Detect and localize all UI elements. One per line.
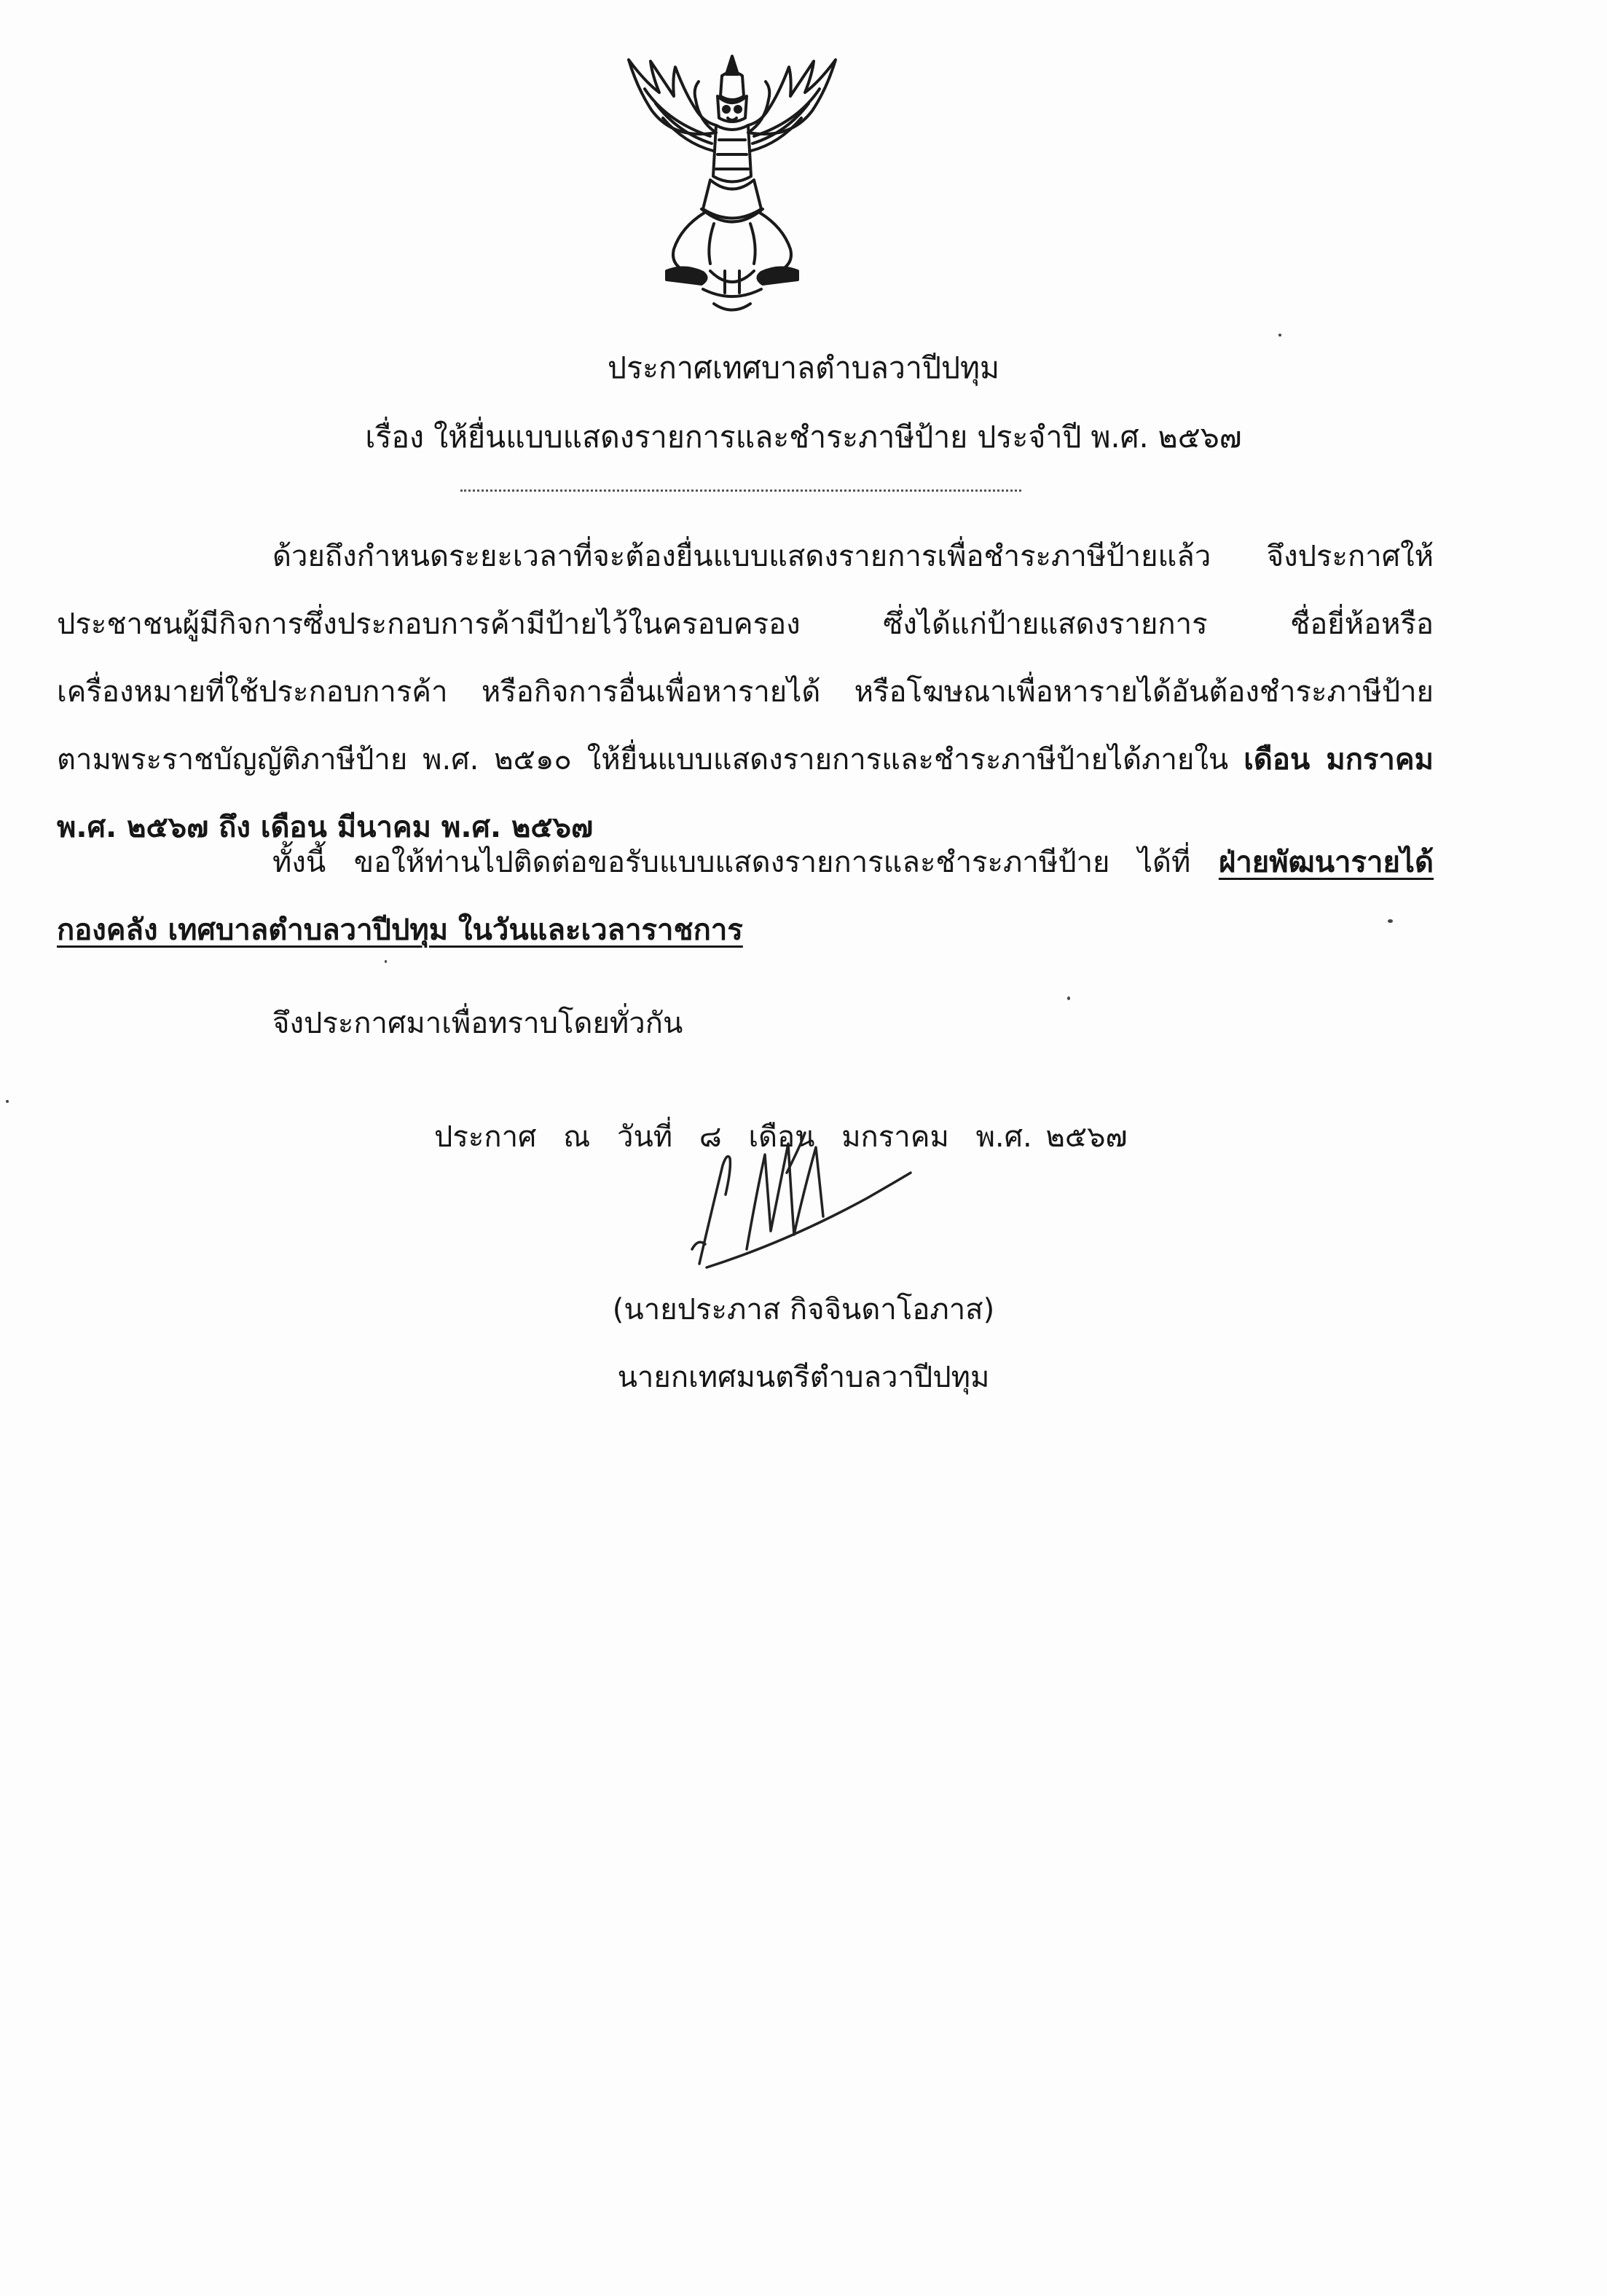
date-day-label: วันที่ [616,1120,673,1154]
date-announce-label: ประกาศ [434,1120,537,1154]
paragraph-deadline [57,523,1434,862]
paragraph-closing: จึงประกาศมาเพื่อทราบโดยทั่วกัน [272,1007,683,1040]
signer-name: (นายประภาส กิจจินดาโอภาส) [612,1293,995,1326]
tax-period: เดือน มกราคม พ.ศ. ๒๕๖๗ ถึง เดือน มีนาคม พ.ศ. ๒๕๖๗ [57,743,1434,844]
paragraph-location [57,829,1434,964]
scan-speck [6,1100,9,1103]
scan-speck [1388,919,1393,923]
paragraph-location-text: ทั้งนี้ ขอให้ท่านไปติดต่อขอรับแบบแสดงรายการและชำระภาษีป้าย ได้ที่ [272,846,1191,879]
scan-speck [1067,996,1070,1000]
scan-speck [385,960,387,963]
announcement-title: ประกาศเทศบาลตำบลวาปีปทุม [607,350,1000,385]
paragraph-deadline-text: ด้วยถึงกำหนดระยะเวลาที่จะต้องยื่นแบบแสดงรายการเพื่อชำระภาษีป้ายแล้ว จึงประกาศให้ประชาชนผู้มีกิจการซึ่งประกอบการค้ามีป้ายไว้ในครอบครอง ซึ่งได้แก่ป้ายแสดงรายการ ชื่อยี่ห้อหรือเครื่องหมายที่ใช้ประกอบการค้า หรือกิจการอื่นเพื่อหารายได้ หรือโฆษณาเพื่อหารายได้อันต้องชำระภาษีป้าย ตามพระราชบัญญัติภาษีป้าย พ.ศ. ๒๕๑๐ ให้ยื่นแบบแสดงรายการและชำระภาษีป้ายได้ภายใน [57,540,1434,777]
date-month-label: เดือน [748,1120,815,1154]
date-year-label: พ.ศ. [975,1120,1032,1154]
signer-position: นายกเทศมนตรีตำบลวาปีปทุม [617,1361,990,1394]
announcement-subject: เรื่อง ให้ยื่นแบบแสดงรายการและชำระภาษีป้าย ประจำปี พ.ศ. ๒๕๖๗ [365,420,1242,455]
date-day: ๘ [699,1120,722,1154]
date-year: ๒๕๖๗ [1045,1120,1128,1154]
garuda-emblem-icon [623,52,841,318]
handwritten-signature-icon [677,1114,918,1282]
date-at-label: ณ [563,1120,591,1154]
office-location: ฝ่ายพัฒนารายได้ กองคลัง เทศบาลตำบลวาปีปทุม ในวันและเวลาราชการ [57,846,1434,947]
scan-speck [1278,334,1281,337]
date-month: มกราคม [841,1120,949,1154]
dotted-divider [460,490,1021,492]
